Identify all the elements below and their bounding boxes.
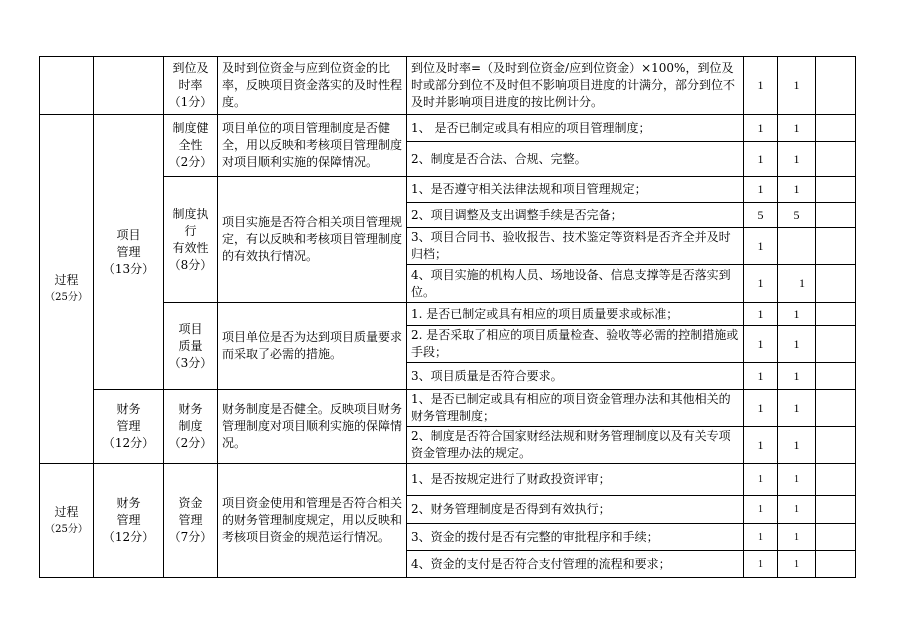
scoring-criteria: 1. 是否已制定或具有相应的项目质量要求或标准； (407, 303, 744, 326)
table-row (40, 115, 856, 142)
remark-cell (816, 57, 856, 115)
table-row (40, 390, 856, 427)
score-b (778, 228, 816, 265)
score-a: 1 (744, 363, 778, 390)
level2-score: （12分） (102, 436, 155, 450)
indicator-name: 项目质量 (178, 321, 203, 353)
indicator-description: 财务制度是否健全。反映项目财务管理制度对项目顺利实施的保障情况。 (218, 390, 407, 464)
indicator-name-cell (164, 57, 218, 115)
score-a: 1 (744, 57, 778, 115)
score-b: 1 (778, 303, 816, 326)
indicator-name-cell (164, 115, 218, 177)
score-a: 1 (744, 464, 778, 496)
score-a: 5 (744, 203, 778, 228)
scoring-criteria: 3、资金的拨付是否有完整的审批程序和手续； (407, 524, 744, 551)
indicator-description: 及时到位资金与应到位资金的比率，反映项目资金落实的及时性程度。 (218, 57, 407, 115)
score-a: 1 (744, 115, 778, 142)
remark-cell (816, 115, 856, 142)
score-b: 1 (778, 551, 816, 578)
score-a: 1 (744, 524, 778, 551)
score-b: 1 (778, 363, 816, 390)
score-a: 1 (744, 427, 778, 464)
remark-cell (816, 203, 856, 228)
level2-score: （13分） (102, 261, 155, 276)
score-a: 1 (744, 551, 778, 578)
remark-cell (816, 326, 856, 363)
score-b: 1 (778, 326, 816, 363)
scoring-criteria: 1、是否遵守相关法律法规和项目管理规定； (407, 177, 744, 203)
score-b: 1 (778, 177, 816, 203)
scoring-criteria: 4、项目实施的机构人员、场地设备、信息支撑等是否落实到位。 (407, 265, 744, 303)
remark-cell (816, 390, 856, 427)
score-b: 1 (778, 427, 816, 464)
indicator-description: 项目单位是否为达到项目质量要求而采取了必需的措施。 (218, 303, 407, 390)
remark-cell (816, 303, 856, 326)
level2-category-cell (94, 464, 164, 578)
indicator-score: （7分） (168, 530, 213, 544)
indicator-description: 项目资金使用和管理是否符合相关的财务管理制度规定，用以反映和考核项目资金的规范运行情况。 (218, 464, 407, 578)
level2-category-cell (94, 390, 164, 464)
scoring-criteria: 2、财务管理制度是否得到有效执行； (407, 496, 744, 524)
score-b: 1 (778, 115, 816, 142)
indicator-description: 项目实施是否符合相关项目管理规定，有以反映和考核项目管理制度的有效执行情况。 (218, 177, 407, 303)
indicator-score: （2分） (168, 436, 213, 450)
score-b: 1 (778, 390, 816, 427)
remark-cell (816, 464, 856, 496)
score-a: 1 (744, 177, 778, 203)
scoring-criteria: 2、制度是否合法、合规、完整。 (407, 142, 744, 177)
score-a: 1 (744, 228, 778, 265)
scoring-criteria: 3、项目合同书、验收报告、技术鉴定等资料是否齐全并及时归档； (407, 228, 744, 265)
indicator-name: 制度健全性 (172, 121, 209, 152)
score-b: 1 (778, 57, 816, 115)
score-a: 1 (744, 326, 778, 363)
score-a: 1 (744, 390, 778, 427)
score-b: 1 (778, 142, 816, 177)
level1-score: （25分） (45, 523, 88, 535)
level1-name: 过程 (54, 504, 79, 519)
remark-cell (816, 551, 856, 578)
scoring-criteria: 2. 是否采取了相应的项目质量检查、验收等必需的控制措施或手段； (407, 326, 744, 363)
indicator-name: 资金管理 (178, 496, 203, 527)
score-b: 1 (778, 496, 816, 524)
level2-cell-empty (94, 57, 164, 115)
indicator-name-cell (164, 177, 218, 303)
level2-name: 项目管理 (116, 227, 141, 259)
score-b: 1 (778, 265, 816, 303)
score-a: 1 (744, 303, 778, 326)
level1-cell-empty (40, 57, 94, 115)
remark-cell (816, 524, 856, 551)
remark-cell (816, 265, 856, 303)
indicator-name: 到位及时率 (172, 61, 209, 92)
score-b: 1 (778, 524, 816, 551)
indicator-name: 财务制度 (178, 402, 203, 433)
indicator-score: （8分） (168, 257, 213, 272)
scoring-criteria: 1、 是否已制定或具有相应的项目管理制度； (407, 115, 744, 142)
level1-score: （25分） (45, 292, 88, 303)
indicator-score: （2分） (168, 155, 213, 169)
indicator-name-cell (164, 390, 218, 464)
table-row (40, 57, 856, 115)
level2-name: 财务管理 (116, 402, 141, 433)
scoring-criteria: 1、是否按规定进行了财政投资评审； (407, 464, 744, 496)
scoring-criteria: 到位及时率=（及时到位资金/应到位资金）×100%，到位及时或部分到位不及时但不影响项目进度的计满分，部分到位不及时并影响项目进度的按比例计分。 (407, 57, 744, 115)
remark-cell (816, 228, 856, 265)
indicator-name-cell (164, 464, 218, 578)
table-row (40, 464, 856, 496)
remark-cell (816, 496, 856, 524)
level1-category-cell (40, 464, 94, 578)
scoring-criteria: 2、制度是否符合国家财经法规和财务管理制度以及有关专项资金管理办法的规定。 (407, 427, 744, 464)
score-a: 1 (744, 142, 778, 177)
scoring-criteria: 4、资金的支付是否符合支付管理的流程和要求； (407, 551, 744, 578)
remark-cell (816, 427, 856, 464)
evaluation-table (39, 56, 856, 578)
indicator-name-cell (164, 303, 218, 390)
indicator-score: （3分） (168, 355, 213, 370)
score-a: 1 (744, 265, 778, 303)
indicator-name-line2: 有效性 (172, 240, 209, 255)
remark-cell (816, 142, 856, 177)
remark-cell (816, 363, 856, 390)
level2-score: （12分） (102, 530, 155, 544)
remark-cell (816, 177, 856, 203)
indicator-description: 项目单位的项目管理制度是否健全，用以反映和考核项目管理制度对项目顺利实施的保障情况。 (218, 115, 407, 177)
score-b: 1 (778, 464, 816, 496)
scoring-criteria: 3、项目质量是否符合要求。 (407, 363, 744, 390)
indicator-name-line1: 制度执行 (172, 206, 209, 238)
indicator-score: （1分） (168, 95, 213, 109)
level1-category-cell (40, 115, 94, 464)
scoring-criteria: 2、项目调整及支出调整手续是否完备； (407, 203, 744, 228)
score-b: 5 (778, 203, 816, 228)
level1-name: 过程 (54, 273, 79, 287)
level2-name: 财务管理 (116, 496, 141, 527)
score-a: 1 (744, 496, 778, 524)
level2-category-cell (94, 115, 164, 390)
scoring-criteria: 1、是否已制定或具有相应的项目资金管理办法和其他相关的财务管理制度； (407, 390, 744, 427)
